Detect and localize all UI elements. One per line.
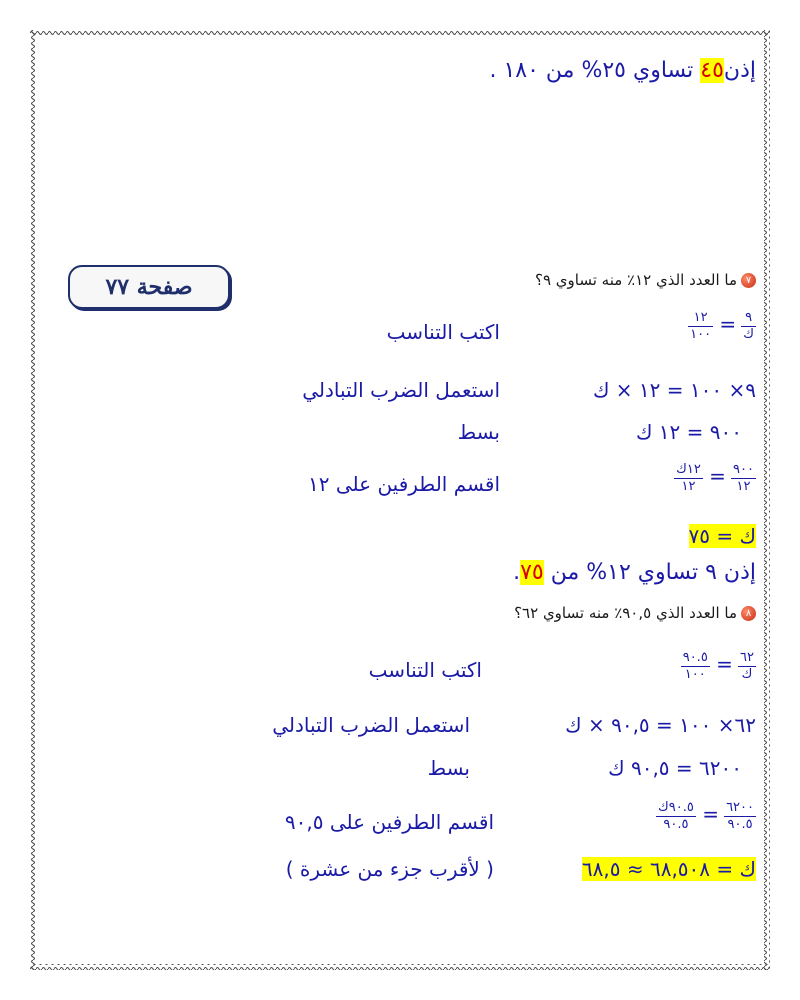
q8-cross-multiply-eq: ٦٢× ١٠٠ = ٩٠,٥ × ك bbox=[565, 713, 756, 737]
q7-conclusion-suffix: . bbox=[513, 560, 521, 585]
q7-frac-left: $\frac{٩}{\text{ك}}$ bbox=[743, 310, 754, 342]
q7-proportion: $\frac{٩}{\text{ك}}$ = $\frac{١٢}{١٠٠}$ bbox=[690, 310, 754, 342]
q8-question-text: ما العدد الذي ٩٠,٥٪ منه تساوي ٦٢؟ bbox=[514, 604, 737, 622]
q8-divide-eq: $\frac{٦٢٠٠}{٩٠.٥}$ = $\frac{\text{٩٠.٥ك}}{٩٠.٥}$ bbox=[658, 800, 754, 832]
q7-badge: ٧ bbox=[741, 273, 756, 288]
q7-question-text: ما العدد الذي ١٢٪ منه تساوي ٩؟ bbox=[534, 271, 737, 289]
q8-step-label: استعمل الضرب التبادلي bbox=[272, 713, 470, 737]
q8-step-label: اكتب التناسب bbox=[368, 658, 482, 682]
top-rest: تساوي ٢٥% من ١٨٠ . bbox=[489, 58, 701, 83]
q7-simplify-eq: ٩٠٠ = ١٢ ك bbox=[635, 420, 742, 444]
top-highlight-value: ٤٥ bbox=[700, 58, 724, 83]
q8-badge: ٨ bbox=[741, 606, 756, 621]
q8-question bbox=[514, 603, 756, 622]
q7-div-frac-left: $\frac{٩٠٠}{١٢}$ bbox=[733, 462, 754, 494]
q7-cross-multiply-eq: ٩× ١٠٠ = ١٢ × ك bbox=[592, 378, 756, 402]
q7-div-frac-right: $\frac{\text{١٢ك}}{١٢}$ bbox=[676, 462, 701, 494]
q8-frac-left: $\frac{٦٢}{\text{ك}}$ bbox=[740, 650, 754, 682]
q7-answer: ك = ٧٥ bbox=[688, 524, 756, 548]
q8-frac-right: $\frac{٩٠.٥}{١٠٠}$ bbox=[682, 650, 708, 682]
q8-answer-note: ( لأقرب جزء من عشرة ) bbox=[285, 857, 494, 881]
q8-answer: ك = ٦٨,٥٠٨ ≈ ٦٨,٥ bbox=[581, 857, 756, 881]
q7-divide-eq: $\frac{٩٠٠}{١٢}$ = $\frac{\text{١٢ك}}{١٢}$ bbox=[676, 462, 754, 494]
q8-step-label: اقسم الطرفين على ٩٠,٥ bbox=[284, 810, 494, 834]
top-conclusion bbox=[489, 58, 756, 83]
page-number-label: صفحة ٧٧ bbox=[68, 265, 230, 309]
q8-div-frac-right: $\frac{\text{٩٠.٥ك}}{٩٠.٥}$ bbox=[658, 800, 694, 832]
q8-proportion: $\frac{٦٢}{\text{ك}}$ = $\frac{٩٠.٥}{١٠٠}$ bbox=[682, 650, 754, 682]
q8-step-label: بسط bbox=[427, 756, 470, 780]
q7-step-label: بسط bbox=[457, 420, 500, 444]
q8-simplify-eq: ٦٢٠٠ = ٩٠,٥ ك bbox=[608, 756, 742, 780]
q7-conclusion bbox=[513, 560, 756, 585]
q7-step-label: استعمل الضرب التبادلي bbox=[302, 378, 500, 402]
q7-conclusion-highlight: ٧٥ bbox=[520, 560, 544, 585]
q7-frac-right: $\frac{١٢}{١٠٠}$ bbox=[690, 310, 712, 342]
q7-question bbox=[535, 270, 756, 289]
q7-step-label: اكتب التناسب bbox=[386, 320, 500, 344]
q7-step-label: اقسم الطرفين على ١٢ bbox=[308, 472, 500, 496]
q8-div-frac-left: $\frac{٦٢٠٠}{٩٠.٥}$ bbox=[726, 800, 754, 832]
top-prefix: إذن bbox=[723, 58, 756, 83]
q7-conclusion-prefix: إذن ٩ تساوي ١٢% من bbox=[543, 560, 756, 585]
